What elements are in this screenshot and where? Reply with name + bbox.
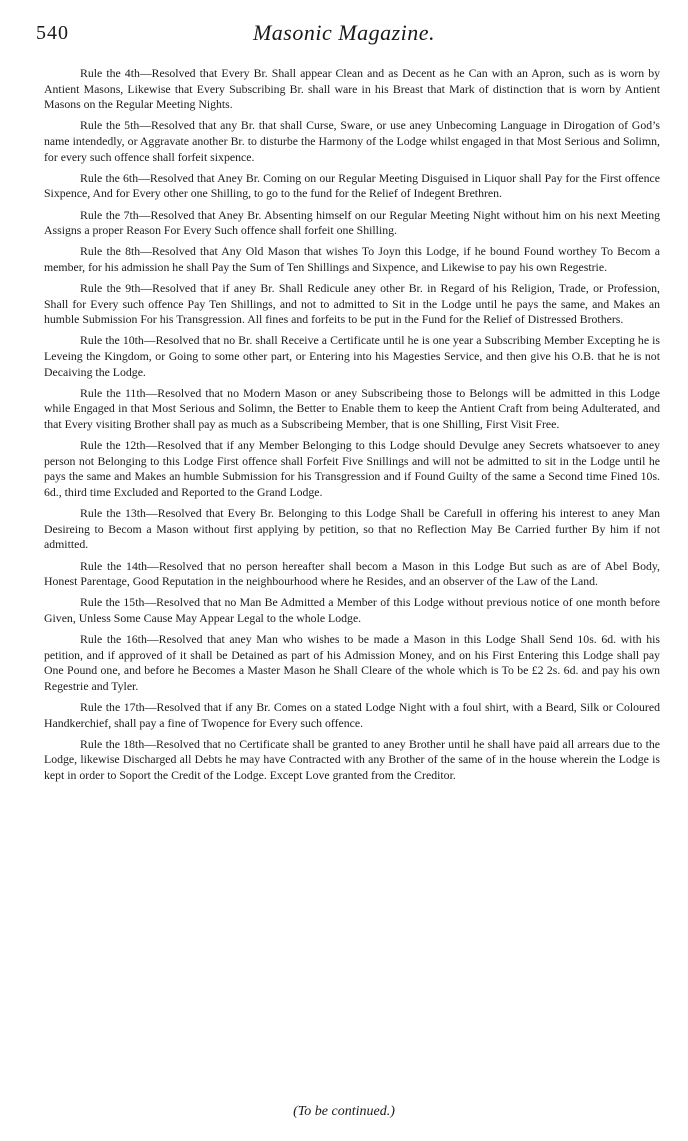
rule-18: Rule the 18th—Resolved that no Certificate shall be granted to aney Brother until he shall have paid all arrears due to the Lodge, likewise Discharged all Debts he may have Contracted with any Brother of the same of in the house wherein the Lodge is kept in order to Soport the Credit of the Lodge. Except Love granted from the Creditor. <box>44 736 660 783</box>
rule-6: Rule the 6th—Resolved that Aney Br. Coming on our Regular Meeting Disguised in Liquor shall Pay for the First offence Sixpence, And for Every other one Shilling, to go to the fund for the Relief of Indegent Brethren. <box>44 170 660 201</box>
rule-17: Rule the 17th—Resolved that if any Br. Comes on a stated Lodge Night with a foul shirt, with a Beard, Silk or Coloured Handkerchief, shall pay a fine of Twopence for Every such offence. <box>44 700 660 730</box>
rule-4: Rule the 4th—Resolved that Every Br. Shall appear Clean and as Decent as he Can with an Apron, such as is worn by Antient Masons, Likewise that Every Subscribing Br. shall ware in his Breast that Mark of distinction that is worn by Antient Masons on the Regular Meeting Nights. <box>44 66 660 112</box>
rule-9: Rule the 9th—Resolved that if aney Br. Shall Redicule aney other Br. in Regard of his Religion, Trade, or Profession, Shall for Every such offence Pay Ten Shillings, and not to admitted to Sit in the Lodge until he pays the same, and Makes an humble Submission For his Transgression. All fines and forfeits to be put in the Fund for the Relief of Distressed Brothers. <box>44 281 660 327</box>
page-header <box>30 18 658 52</box>
running-title: Masonic Magazine. <box>252 20 436 45</box>
rule-16: Rule the 16th—Resolved that aney Man who wishes to be made a Mason in this Lodge Shall Send 10s. 6d. with his petition, and if approved of it shall be Detained as part of his Admission Money, and on his First Entering this Lodge shall pay One Pound one, and before he Becomes a Master Mason he Shall Cleare of the whole which is To be £2 2s. 6d. and pay his own Regestrie and Tyler. <box>44 632 660 693</box>
rule-5: Rule the 5th—Resolved that any Br. that shall Curse, Sware, or use aney Unbecoming Language in Dirogation of God’s name intendedly, or Aggravate another Br. to disturbe the Harmony of the Lodge whilst engaged in that Most Serious and Solimn, for every such offence shall forfeit sixpence. <box>44 118 660 164</box>
rule-12: Rule the 12th—Resolved that if any Member Belonging to this Lodge should Devulge aney Secrets whatsoever to aney person not Belonging to this Lodge First offence shall Forfeit Five Snillings and will not be admitted to sit in the Lodge until he pays the same and Makes an humble Submission for his Transgression and if Found Guilty of the same a Second time Fined 10s. 6d., third time Excluded and Reported to the Grand Lodge. <box>44 438 660 499</box>
rule-13: Rule the 13th—Resolved that Every Br. Belonging to this Lodge Shall be Carefull in offering his interest to aney Man Desireing to Becom a Mason without first applying by petition, so that no Reflection May Be Carried further By him if not admitted. <box>44 506 660 552</box>
continued-note: (To be continued.) <box>293 1104 395 1119</box>
rule-8: Rule the 8th—Resolved that Any Old Mason that wishes To Joyn this Lodge, if he bound Found worthey To Becom a member, for his admission he shall Pay the Sum of Ten Shillings and Sixpence, and Likewise to pay his own Regestrie. <box>44 244 660 274</box>
rule-15: Rule the 15th—Resolved that no Man Be Admitted a Member of this Lodge without previous notice of one month before Given, Unless Some Cause May Appear Legal to the whole Lodge. <box>44 595 660 625</box>
rules-body <box>44 66 660 789</box>
rule-14: Rule the 14th—Resolved that no person hereafter shall becom a Mason in this Lodge But such as are of Abel Body, Honest Parentage, Good Reputation in the neighbourhood where he Resides, and an observer of the Law of the Land. <box>44 558 660 589</box>
page-number: 540 <box>36 22 69 44</box>
rule-7: Rule the 7th—Resolved that Aney Br. Absenting himself on our Regular Meeting Night without him on his next Meeting Assigns a proper Reason For Every Such offence shall forfeit one Shilling. <box>44 207 660 238</box>
rule-11: Rule the 11th—Resolved that no Modern Mason or aney Subscribeing those to Belongs will be admitted in this Lodge while Engaged in that Most Serious and Solimn, the Better to Enable them to keep the Antient Craft from being Adulterated, and that Every visiting Brother shall pay as much as a Subscribeing Member, that is one Shilling, First Visit Free. <box>44 385 660 432</box>
rule-10: Rule the 10th—Resolved that no Br. shall Receive a Certificate until he is one year a Subscribing Member Excepting he is Leveing the Kingdom, or Going to some other part, or Entering into his Magesties Service, and then give his O.B. that he is not Decaiving the Lodge. <box>44 333 660 379</box>
